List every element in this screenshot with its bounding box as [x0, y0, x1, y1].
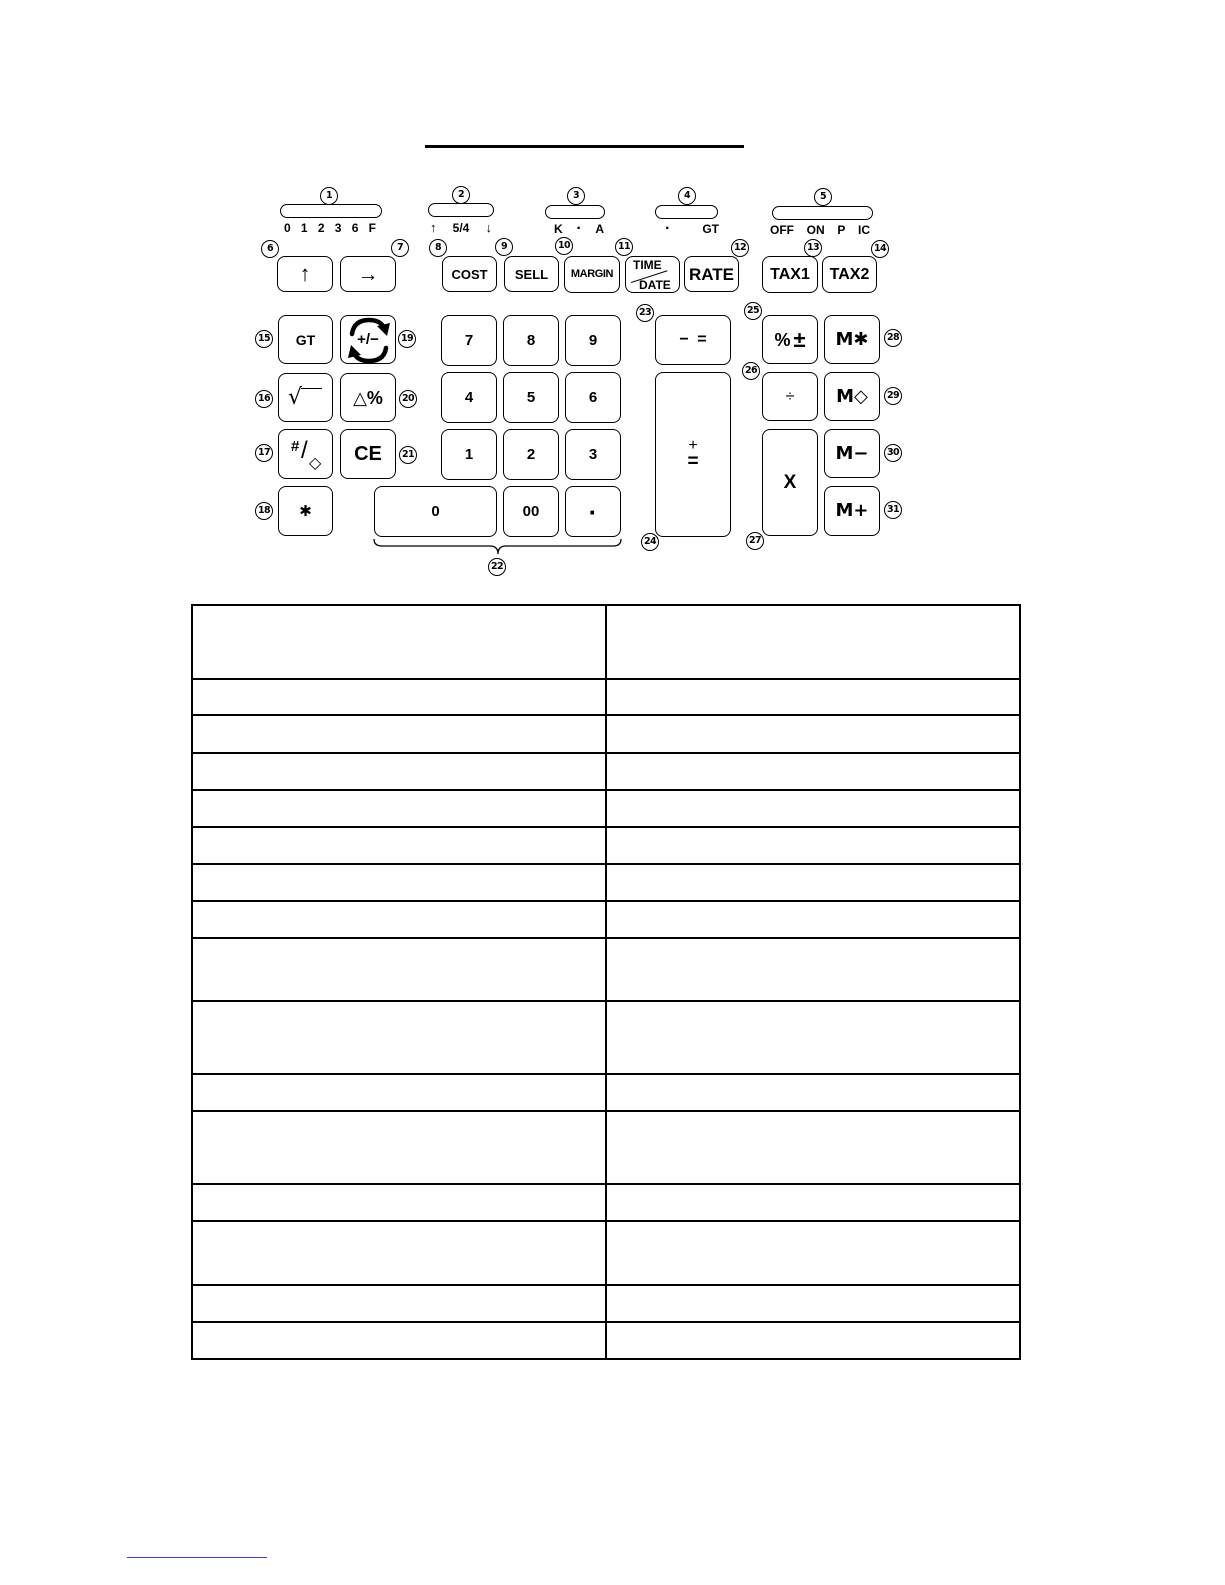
key-label: ÷ [785, 387, 795, 405]
double-zero-key [503, 486, 559, 537]
slider-position-labels [665, 222, 719, 236]
key-label: 0 [431, 503, 440, 520]
table-row [192, 901, 1020, 938]
callout-number: 29 [884, 387, 902, 405]
table-cell-right [606, 1221, 1020, 1285]
digit-3-key [565, 429, 621, 480]
up-arrow-key [277, 256, 333, 292]
cost-key [442, 256, 497, 292]
callout-number: 16 [255, 390, 273, 408]
key-label: TAX1 [770, 265, 810, 283]
multiply-key [762, 429, 818, 536]
key-label: CE [354, 443, 382, 465]
key-label: 1 [464, 446, 474, 463]
slider-position-label: ON [806, 223, 825, 237]
table-cell-right [606, 1322, 1020, 1359]
digit-0-key [374, 486, 497, 537]
key-label: 5 [526, 389, 536, 406]
slider-position-label: 2 [317, 221, 325, 235]
slider-position-label: 1 [300, 221, 308, 235]
callout-number: 19 [398, 330, 416, 348]
bracket-brace [370, 536, 626, 560]
slider-position-label: K [554, 222, 563, 236]
slider-track [545, 205, 605, 219]
key-label: M◇ [836, 385, 868, 407]
margin-key [564, 256, 620, 293]
table-cell-right [606, 827, 1020, 864]
table-cell-right [606, 679, 1020, 715]
slider-position-label: · [665, 220, 671, 237]
key-label: · [588, 496, 598, 527]
rate-key [684, 256, 739, 292]
decimal-point-key [565, 486, 621, 537]
table-cell-left [192, 679, 606, 715]
key-label: ↑ [299, 261, 311, 286]
slider-position-label: OFF [770, 223, 794, 237]
table-cell-left [192, 1285, 606, 1322]
key-label: MARGIN [570, 268, 614, 280]
callout-number: 28 [884, 329, 902, 347]
slider-track [772, 206, 873, 220]
table-cell-left [192, 1074, 606, 1111]
key-label: M✱ [835, 328, 869, 350]
table-cell-left [192, 605, 606, 679]
key-label: △% [353, 387, 383, 408]
key-label-slash: / [301, 437, 308, 464]
slider-position-label: ↓ [485, 220, 492, 235]
table-row [192, 1111, 1020, 1184]
callout-number: 1 [320, 187, 338, 205]
key-label: 9 [588, 332, 598, 349]
table-row [192, 753, 1020, 790]
key-label-bottom: DATE [639, 278, 671, 292]
table-cell-right [606, 605, 1020, 679]
table-cell-right [606, 1285, 1020, 1322]
title-rule [425, 145, 744, 148]
key-label: GT [295, 331, 316, 348]
callout-number: 26 [742, 362, 760, 380]
table-cell-right [606, 1111, 1020, 1184]
table-cell-left [192, 1111, 606, 1184]
table-row [192, 864, 1020, 901]
slider-track [428, 203, 494, 217]
key-label: SELL [514, 266, 549, 282]
callout-number: 15 [255, 330, 273, 348]
table-cell-left [192, 901, 606, 938]
table-cell-left [192, 1001, 606, 1074]
digit-1-key [441, 429, 497, 480]
sell-key [504, 256, 559, 292]
key-label: 7 [464, 332, 474, 349]
callout-number: 21 [399, 446, 417, 464]
callout-number: 31 [884, 501, 902, 519]
key-label: 3 [588, 446, 598, 463]
key-label: +/− [357, 331, 379, 348]
slider-position-label: A [595, 222, 604, 236]
key-label-sign: ± [793, 326, 806, 352]
table-cell-left [192, 753, 606, 790]
key-label-top: TIME [633, 258, 662, 272]
key-description-table [191, 604, 1021, 1360]
callout-number: 20 [399, 390, 417, 408]
divide-key [762, 372, 818, 421]
slider-position-labels [770, 223, 870, 237]
radical-overline [301, 388, 322, 389]
callout-number: 30 [884, 444, 902, 462]
table-row [192, 1322, 1020, 1359]
slider-position-label: F [368, 221, 376, 235]
callout-number: 11 [615, 238, 633, 256]
plus-equal-key [655, 372, 731, 537]
table-row [192, 715, 1020, 753]
slider-position-label: IC [857, 223, 870, 237]
digit-5-key [503, 372, 559, 423]
table-row [192, 605, 1020, 679]
percent-key [762, 315, 818, 364]
callout-number: 5 [814, 188, 832, 206]
hash-diamond-key [278, 429, 333, 479]
key-label: M+ [835, 500, 869, 521]
slider-position-label: 5/4 [452, 221, 470, 235]
key-label: √ [288, 385, 303, 410]
slider-position-label: P [837, 223, 846, 237]
table-cell-left [192, 864, 606, 901]
key-label: M− [835, 442, 869, 464]
slider-position-label: 6 [351, 221, 359, 235]
callout-number: 3 [567, 187, 585, 205]
table-cell-left [192, 938, 606, 1001]
key-label-bottom: ◇ [309, 453, 322, 472]
callout-number: 25 [744, 302, 762, 320]
memory-minus-key [824, 429, 880, 478]
key-label: 2 [526, 446, 536, 463]
digit-2-key [503, 429, 559, 480]
slider-position-label: GT [702, 222, 719, 236]
key-label: → [357, 262, 379, 286]
table-cell-left [192, 715, 606, 753]
table-cell-left [192, 1221, 606, 1285]
table-cell-right [606, 1001, 1020, 1074]
key-label-top: + [688, 437, 698, 454]
digit-8-key [503, 315, 559, 366]
callout-number: 27 [746, 532, 764, 550]
time-date-key [625, 256, 680, 293]
right-arrow-key [340, 256, 396, 292]
digit-9-key [565, 315, 621, 366]
key-label: 6 [588, 389, 598, 406]
tax2-key [822, 256, 877, 293]
key-description-table-body [192, 605, 1020, 1359]
key-label: − = [679, 331, 707, 348]
key-label: 00 [522, 503, 540, 520]
gt-key [278, 315, 333, 364]
key-label-top: # [291, 438, 300, 455]
slider-position-labels [554, 222, 604, 236]
table-cell-right [606, 901, 1020, 938]
table-row [192, 1074, 1020, 1111]
table-row [192, 1001, 1020, 1074]
key-label-bottom: = [687, 451, 699, 472]
digit-4-key [441, 372, 497, 423]
asterisk-key [278, 486, 333, 536]
delta-percent-key [340, 373, 396, 422]
table-row [192, 679, 1020, 715]
key-label: % [774, 329, 791, 350]
table-cell-right [606, 1184, 1020, 1221]
table-row [192, 1184, 1020, 1221]
slider-track [655, 205, 718, 219]
key-label: 4 [464, 389, 474, 406]
memory-diamond-key [824, 372, 880, 421]
slider-position-label: ↑ [430, 220, 437, 235]
key-label: ✱ [299, 501, 312, 520]
callout-number: 13 [804, 239, 822, 257]
callout-number: 17 [255, 444, 273, 462]
table-row [192, 827, 1020, 864]
slider-position-label: · [576, 220, 582, 237]
table-cell-right [606, 864, 1020, 901]
key-label: 8 [526, 332, 536, 349]
key-label: COST [451, 266, 488, 282]
table-cell-left [192, 1184, 606, 1221]
callout-number: 23 [636, 304, 654, 322]
callout-number: 22 [488, 558, 506, 576]
memory-star-key [824, 315, 880, 364]
table-row [192, 1221, 1020, 1285]
minus-equal-key [655, 315, 731, 365]
table-row [192, 938, 1020, 1001]
table-cell-left [192, 790, 606, 827]
tax1-key [762, 256, 818, 293]
callout-number: 7 [391, 239, 409, 257]
table-cell-right [606, 790, 1020, 827]
table-row [192, 1285, 1020, 1322]
slider-position-label: 0 [284, 221, 291, 235]
key-label: RATE [688, 264, 734, 284]
callout-number: 24 [641, 533, 659, 551]
sign-change-key [340, 315, 396, 364]
slider-track [280, 204, 382, 218]
slider-position-label: 3 [334, 221, 342, 235]
callout-number: 2 [452, 186, 470, 204]
table-cell-left [192, 827, 606, 864]
key-label: X [783, 472, 797, 493]
callout-number: 10 [555, 237, 573, 255]
callout-number: 8 [429, 239, 447, 257]
table-cell-right [606, 715, 1020, 753]
digit-6-key [565, 372, 621, 423]
callout-number: 9 [495, 238, 513, 256]
callout-number: 4 [678, 187, 696, 205]
footer-link-underline[interactable] [127, 1557, 267, 1558]
square-root-key [278, 373, 333, 422]
table-cell-left [192, 1322, 606, 1359]
callout-number: 6 [261, 240, 279, 258]
callout-number: 12 [731, 239, 749, 257]
memory-plus-key [824, 486, 880, 536]
table-cell-right [606, 938, 1020, 1001]
table-cell-right [606, 753, 1020, 790]
table-cell-right [606, 1074, 1020, 1111]
key-label: TAX2 [829, 265, 870, 283]
callout-number: 14 [871, 240, 889, 258]
slider-position-labels [430, 221, 492, 235]
ce-key [340, 429, 396, 479]
slider-position-labels [284, 221, 376, 235]
digit-7-key [441, 315, 497, 366]
callout-number: 18 [255, 502, 273, 520]
table-row [192, 790, 1020, 827]
